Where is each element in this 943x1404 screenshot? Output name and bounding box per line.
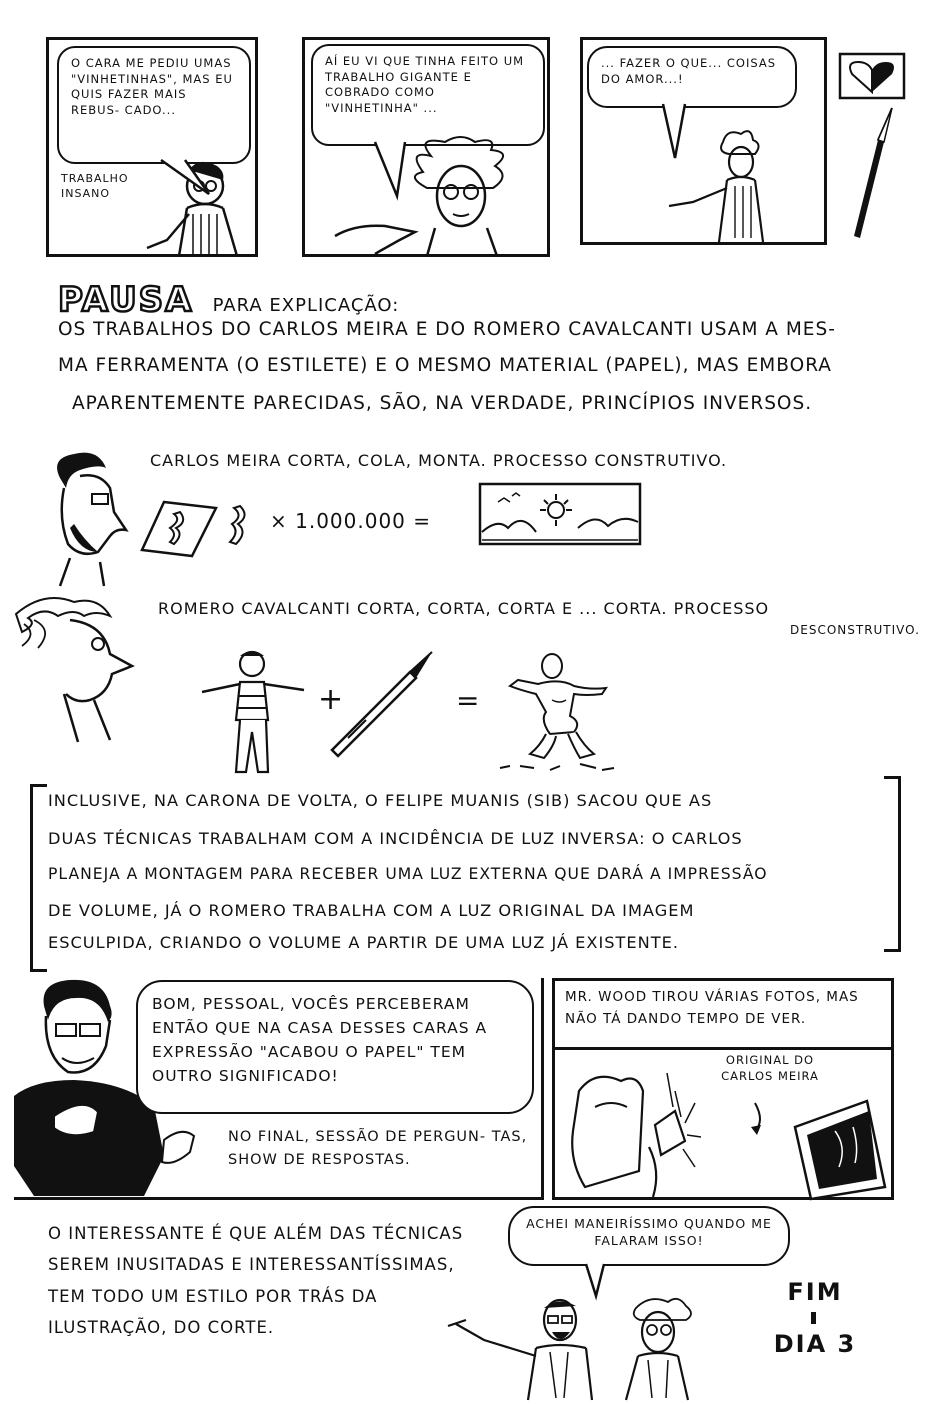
wood-caption	[565, 987, 887, 1030]
two-artists-figures	[440, 1290, 740, 1400]
final-text-content: O INTERESSANTE É QUE ALÉM DAS TÉCNICAS SEREM INUSITADAS E INTERESSANTÍSSIMAS, TEM TODO UM ESTILO POR TRÁS DA ILUSTRAÇÃO, DO CORTE.	[48, 1224, 464, 1338]
craft-knife-icon	[848, 106, 908, 246]
speaker-bubble-text: BOM, PESSOAL, VOCÊS PERCEBERAM ENTÃO QUE NA CASA DESSES CARAS A EXPRESSÃO "ACABOU O PAPEL" TEM OUTRO SIGNIFICADO!	[152, 995, 488, 1086]
craft-knife-icon	[326, 650, 436, 760]
inclusive-line-5: ESCULPIDA, CRIANDO O VOLUME A PARTIR DE UMA LUZ JÁ EXISTENTE.	[48, 933, 680, 952]
end-separator	[811, 1312, 816, 1324]
romero-cavalcanti-portrait	[14, 594, 134, 744]
cartoonist-figure	[663, 126, 803, 246]
pausa-heading: PAUSA	[58, 280, 194, 320]
inclusive-line-4: DE VOLUME, JÁ O ROMERO TRABALHA COM A LUZ ORIGINAL DA IMAGEM	[48, 901, 695, 920]
bubble-text: AÍ EU VI QUE TINHA FEITO UM TRABALHO GIGANTE E COBRADO COMO "VINHETINHA" ...	[325, 54, 525, 115]
bubble-text: O CARA ME PEDIU UMAS "VINHETINHAS", MAS EU QUIS FAZER MAIS REBUS- CADO...	[71, 56, 233, 117]
final-bubble-text: ACHEI MANEIRÍSSIMO QUANDO ME FALARAM ISSO!	[526, 1216, 772, 1248]
cut-figure-result-icon	[490, 650, 630, 780]
right-bracket	[884, 776, 901, 952]
equals-sign: =	[456, 684, 481, 717]
panel-2	[302, 37, 550, 257]
carlos-process-text: CARLOS MEIRA CORTA, COLA, MONTA. PROCESSO CONSTRUTIVO.	[150, 451, 728, 470]
photographer-scene	[555, 1051, 891, 1201]
plus-sign: +	[318, 682, 345, 717]
carlos-meira-portrait	[40, 448, 130, 588]
wood-caption-divider	[555, 1047, 891, 1050]
heart-flag-icon	[838, 52, 908, 102]
bubble-text: ... FAZER O QUE... COISAS DO AMOR...!	[601, 56, 777, 86]
carlos-equation: × 1.000.000 =	[270, 509, 432, 533]
cut-paper-icon	[140, 500, 220, 560]
pausa-heading-row	[58, 278, 918, 322]
paper-piece-icon	[226, 504, 256, 554]
speaker-caption-text: NO FINAL, SESSÃO DE PERGUN- TAS, SHOW DE RESPOSTAS.	[228, 1129, 528, 1169]
wood-label-text: ORIGINAL DO CARLOS MEIRA	[721, 1053, 819, 1083]
end-label-2: DIA 3	[773, 1330, 857, 1358]
panel-3	[580, 37, 827, 245]
panel-1	[46, 37, 258, 257]
speech-bubble	[57, 46, 251, 164]
speaker-caption	[228, 1126, 540, 1172]
wood-panel	[552, 978, 894, 1200]
inclusive-line-1: INCLUSIVE, NA CARONA DE VOLTA, O FELIPE MUANIS (SIB) SACOU QUE AS	[48, 791, 713, 810]
inclusive-line-2: DUAS TÉCNICAS TRABALHAM COM A INCIDÊNCIA DE LUZ INVERSA: O CARLOS	[48, 829, 743, 848]
final-text	[48, 1218, 488, 1343]
caption-text: TRABALHO INSANO	[61, 172, 129, 200]
cartoonist-figure	[335, 136, 535, 256]
speaker-bubble	[136, 980, 534, 1114]
person-figure-icon	[200, 648, 310, 778]
left-bracket	[30, 784, 47, 972]
pausa-heading-suffix: PARA EXPLICAÇÃO:	[212, 295, 400, 316]
speech-bubble	[311, 44, 545, 146]
explanation-line-3: APARENTEMENTE PARECIDAS, SÃO, NA VERDADE, PRINCÍPIOS INVERSOS.	[72, 393, 813, 414]
inclusive-line-3: PLANEJA A MONTAGEM PARA RECEBER UMA LUZ EXTERNA QUE DARÁ A IMPRESSÃO	[48, 865, 768, 883]
end-label-1: FIM	[787, 1278, 843, 1306]
wood-caption-text: MR. WOOD TIROU VÁRIAS FOTOS, MAS NÃO TÁ DANDO TEMPO DE VER.	[565, 989, 859, 1027]
explanation-line-2: MA FERRAMENTA (O ESTILETE) E O MESMO MATERIAL (PAPEL), MAS EMBORA	[58, 355, 832, 376]
final-bubble	[508, 1206, 790, 1266]
romero-process-text: ROMERO CAVALCANTI CORTA, CORTA, CORTA E ... CORTA. PROCESSO	[158, 599, 770, 618]
explanation-line-1: OS TRABALHOS DO CARLOS MEIRA E DO ROMERO CAVALCANTI USAM A MES-	[58, 319, 836, 340]
speech-bubble	[587, 46, 797, 108]
collage-result-icon	[478, 482, 644, 548]
romero-process-tail: DESCONSTRUTIVO.	[790, 623, 920, 637]
bubble-tail	[161, 158, 221, 198]
